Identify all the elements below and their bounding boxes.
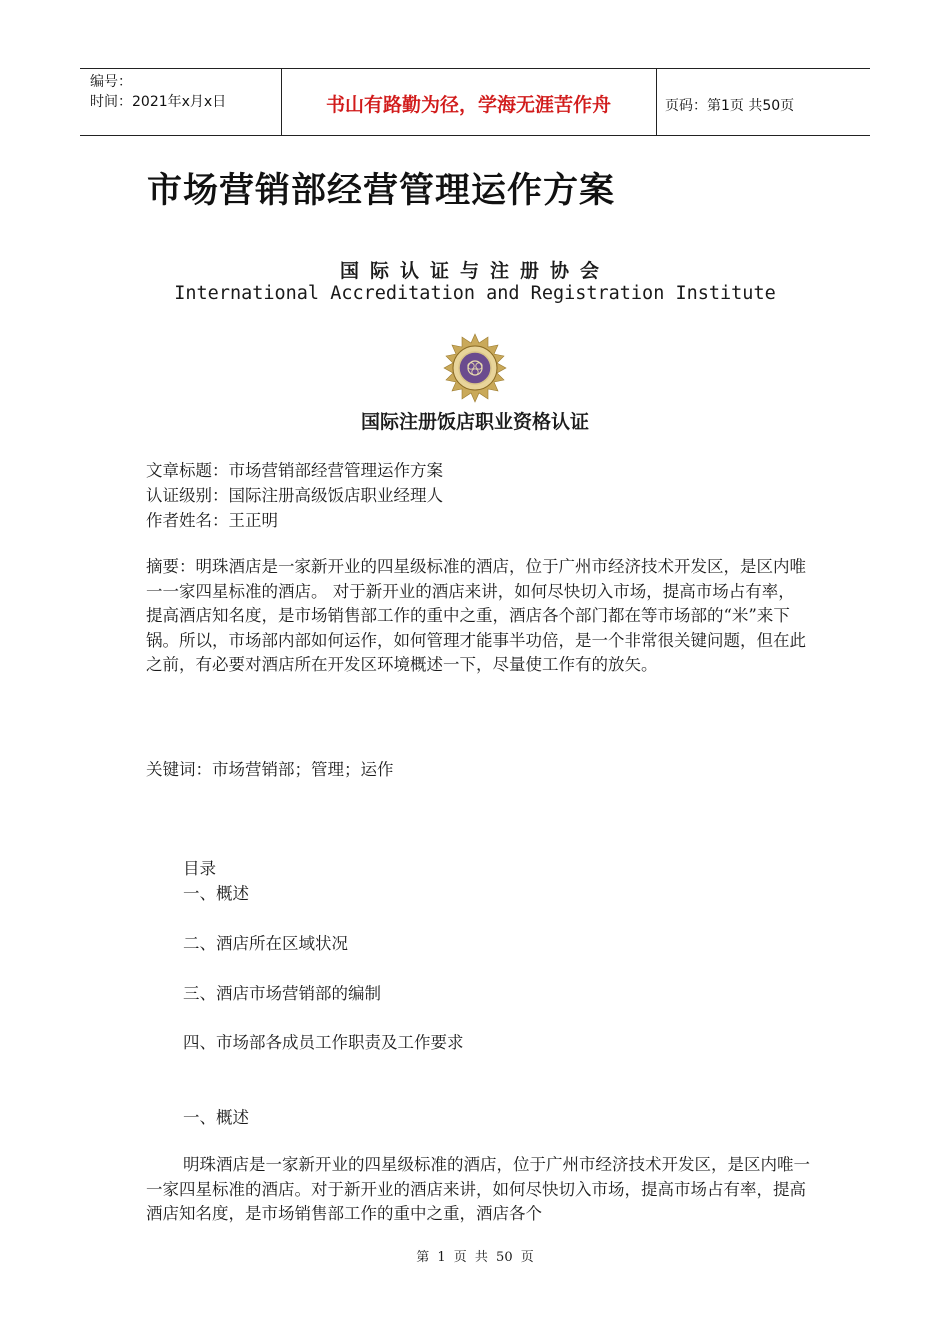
header-bottom-rule — [80, 135, 870, 136]
abstract-paragraph: 摘要：明珠酒店是一家新开业的四星级标准的酒店，位于广州市经济技术开发区，是区内唯一一家四星标准的酒店。 对于新开业的酒店来讲，如何尽快切入市场，提高市场占有率，提高酒店知名度，是市场销售部工作的重中之重，酒店各个部门都在等市场部的“米”来下锅。所以，市场部内部如何运作，如何管理才能事半功倍，是一个非常很关键问题，但在此之前，有必要对酒店所在开发区环境概述一下，尽量使工作有的放矢。 — [146, 557, 806, 675]
header-page-code: 页码：第1页 共50页 — [665, 98, 795, 114]
toc-item: 四、市场部各成员工作职责及工作要求 — [183, 1033, 464, 1052]
document-title: 市场营销部经营管理运作方案 — [147, 170, 616, 211]
toc-heading: 目录 — [183, 859, 216, 878]
header-divider-right — [656, 68, 657, 135]
organization-name-en: International Accreditation and Registration Institute — [174, 283, 776, 304]
section-heading: 一、概述 — [183, 1108, 249, 1127]
cert-level-line: 认证级别：国际注册高级饭店职业经理人 — [146, 486, 443, 505]
page-footer: 第 1 页 共 50 页 — [416, 1250, 534, 1265]
section-paragraph: 明珠酒店是一家新开业的四星级标准的酒店，位于广州市经济技术开发区，是区内唯一一家四星标准的酒店。对于新开业的酒店来讲，如何尽快切入市场，提高市场占有率，提高酒店知名度，是市场销售部工作的重中之重，酒店各个 — [146, 1155, 810, 1224]
author-line: 作者姓名：王正明 — [146, 511, 278, 530]
institute-seal-icon — [440, 333, 510, 403]
header-top-rule — [80, 68, 870, 69]
header-motto: 书山有路勤为径，学海无涯苦作舟 — [325, 94, 611, 116]
article-title-line: 文章标题：市场营销部经营管理运作方案 — [146, 461, 443, 480]
certification-heading: 国际注册饭店职业资格认证 — [360, 411, 589, 433]
header-time-label: 时间：2021年x月x日 — [90, 94, 227, 110]
toc-item: 二、酒店所在区域状况 — [183, 934, 348, 953]
keywords-line: 关键词：市场营销部；管理；运作 — [146, 760, 394, 779]
toc-item: 一、概述 — [183, 884, 249, 903]
toc-item: 三、酒店市场营销部的编制 — [183, 984, 381, 1003]
organization-name-cn: 国际认证与注册协会 — [339, 260, 610, 282]
header-number-label: 编号： — [90, 74, 132, 90]
